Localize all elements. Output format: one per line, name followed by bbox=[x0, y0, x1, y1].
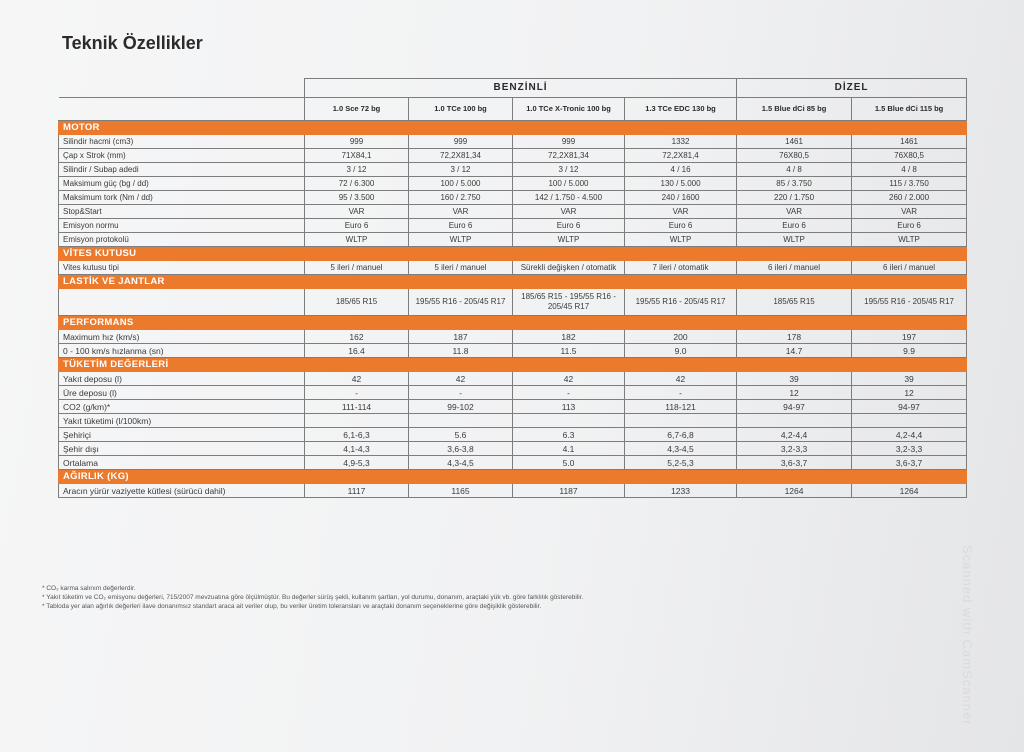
table-cell: Euro 6 bbox=[409, 219, 513, 233]
table-cell: Euro 6 bbox=[305, 219, 409, 233]
table-cell: 4,2-4,4 bbox=[737, 428, 852, 442]
table-row bbox=[59, 330, 967, 344]
table-cell: 185/65 R15 bbox=[737, 289, 852, 316]
table-cell: 12 bbox=[737, 386, 852, 400]
table-cell: 5 ileri / manuel bbox=[409, 261, 513, 275]
table-cell: 195/55 R16 - 205/45 R17 bbox=[409, 289, 513, 316]
row-label: Emisyon normu bbox=[59, 219, 305, 233]
footnote: * Tabloda yer alan ağırlık değerleri ilave donanımsız standart araca ait veriler olup, bu veriler üretim toleransları ve araçtaki donanım seçeneklerine göre değişiklik gösterebilir. bbox=[42, 603, 542, 610]
table-row bbox=[59, 219, 967, 233]
table-cell: 220 / 1.750 bbox=[737, 191, 852, 205]
table-cell: 999 bbox=[513, 135, 625, 149]
table-cell: 1165 bbox=[409, 484, 513, 498]
scanner-watermark: Scanned with CamScanner bbox=[960, 545, 975, 726]
table-cell: 4 / 16 bbox=[625, 163, 737, 177]
spec-table bbox=[58, 78, 967, 498]
model-header: 1.0 TCe 100 bg bbox=[409, 98, 513, 121]
row-label: Yakıt deposu (l) bbox=[59, 372, 305, 386]
table-cell: 3,6-3,7 bbox=[737, 456, 852, 470]
table-cell: 999 bbox=[305, 135, 409, 149]
table-cell: 111-114 bbox=[305, 400, 409, 414]
table-cell: 94-97 bbox=[852, 400, 967, 414]
row-label: Çap x Strok (mm) bbox=[59, 149, 305, 163]
table-cell: 1264 bbox=[852, 484, 967, 498]
table-row bbox=[59, 372, 967, 386]
section-header-agirlik bbox=[59, 470, 967, 484]
row-label: Silindir / Subap adedi bbox=[59, 163, 305, 177]
table-cell: WLTP bbox=[737, 233, 852, 247]
table-cell: 95 / 3.500 bbox=[305, 191, 409, 205]
table-cell: 1332 bbox=[625, 135, 737, 149]
table-cell: 99-102 bbox=[409, 400, 513, 414]
table-row bbox=[59, 261, 967, 275]
table-cell: VAR bbox=[625, 205, 737, 219]
table-cell: 195/55 R16 - 205/45 R17 bbox=[625, 289, 737, 316]
table-cell: 7 ileri / otomatik bbox=[625, 261, 737, 275]
row-label: Vites kutusu tipi bbox=[59, 261, 305, 275]
section-title: AĞIRLIK (KG) bbox=[59, 470, 305, 484]
table-cell: 9.9 bbox=[852, 344, 967, 358]
table-cell bbox=[737, 414, 852, 428]
table-cell: Euro 6 bbox=[852, 219, 967, 233]
table-cell: 1264 bbox=[737, 484, 852, 498]
row-label: 0 - 100 km/s hızlanma (sn) bbox=[59, 344, 305, 358]
table-cell: 11.5 bbox=[513, 344, 625, 358]
table-cell: 100 / 5.000 bbox=[409, 177, 513, 191]
table-cell: 3 / 12 bbox=[513, 163, 625, 177]
table-cell: 3,2-3,3 bbox=[852, 442, 967, 456]
table-cell: 1461 bbox=[852, 135, 967, 149]
table-row bbox=[59, 400, 967, 414]
table-cell bbox=[305, 414, 409, 428]
table-cell: 42 bbox=[625, 372, 737, 386]
table-cell: WLTP bbox=[513, 233, 625, 247]
table-cell: WLTP bbox=[409, 233, 513, 247]
footnotes bbox=[42, 584, 583, 611]
table-cell: 197 bbox=[852, 330, 967, 344]
table-cell: 162 bbox=[305, 330, 409, 344]
table-cell: 76X80,5 bbox=[852, 149, 967, 163]
table-cell: 160 / 2.750 bbox=[409, 191, 513, 205]
table-cell: - bbox=[409, 386, 513, 400]
table-cell: 6 ileri / manuel bbox=[852, 261, 967, 275]
table-cell bbox=[409, 414, 513, 428]
table-row bbox=[59, 177, 967, 191]
table-cell: 115 / 3.750 bbox=[852, 177, 967, 191]
table-cell: 4,3-4,5 bbox=[625, 442, 737, 456]
row-label bbox=[59, 289, 305, 316]
table-cell: 4,9-5,3 bbox=[305, 456, 409, 470]
table-cell: 185/65 R15 bbox=[305, 289, 409, 316]
table-cell: 3,6-3,7 bbox=[852, 456, 967, 470]
table-cell: 72,2X81,34 bbox=[409, 149, 513, 163]
table-cell: VAR bbox=[852, 205, 967, 219]
table-cell: 5.0 bbox=[513, 456, 625, 470]
table-cell: VAR bbox=[305, 205, 409, 219]
footnote: * CO₂ karma salınım değerlerdir. bbox=[42, 585, 136, 592]
table-cell: 260 / 2.000 bbox=[852, 191, 967, 205]
section-header-lastik bbox=[59, 275, 967, 289]
table-row bbox=[59, 484, 967, 498]
table-row bbox=[59, 344, 967, 358]
model-header: 1.5 Blue dCi 115 bg bbox=[852, 98, 967, 121]
table-cell: 76X80,5 bbox=[737, 149, 852, 163]
table-cell: 14.7 bbox=[737, 344, 852, 358]
table-row bbox=[59, 205, 967, 219]
model-header: 1.0 TCe X-Tronic 100 bg bbox=[513, 98, 625, 121]
table-cell: 4.1 bbox=[513, 442, 625, 456]
table-row bbox=[59, 414, 967, 428]
model-header: 1.5 Blue dCi 85 bg bbox=[737, 98, 852, 121]
row-label: Yakıt tüketimi (l/100km) bbox=[59, 414, 305, 428]
table-cell: 16.4 bbox=[305, 344, 409, 358]
table-row bbox=[59, 163, 967, 177]
table-cell: 130 / 5.000 bbox=[625, 177, 737, 191]
table-cell: 240 / 1600 bbox=[625, 191, 737, 205]
row-label: CO2 (g/km)* bbox=[59, 400, 305, 414]
row-label: Maksimum güç (bg / dd) bbox=[59, 177, 305, 191]
table-cell: 94-97 bbox=[737, 400, 852, 414]
model-header: 1.3 TCe EDC 130 bg bbox=[625, 98, 737, 121]
engine-group-header bbox=[59, 79, 967, 98]
table-cell: 113 bbox=[513, 400, 625, 414]
table-cell: - bbox=[625, 386, 737, 400]
section-title: PERFORMANS bbox=[59, 316, 305, 330]
table-cell: 999 bbox=[409, 135, 513, 149]
table-cell: 3 / 12 bbox=[305, 163, 409, 177]
table-cell: 39 bbox=[737, 372, 852, 386]
section-header-tuketim bbox=[59, 358, 967, 372]
row-label: Maximum hız (km/s) bbox=[59, 330, 305, 344]
table-cell: WLTP bbox=[625, 233, 737, 247]
table-cell: 9.0 bbox=[625, 344, 737, 358]
row-label: Şehiriçi bbox=[59, 428, 305, 442]
footnote: * Yakıt tüketim ve CO₂ emisyonu değerleri, 715/2007 mevzuatına göre ölçülmüştür. Bu değerler sürüş şekli, kullanım şartları, yol durumu, donanım, araçtaki yük vb. göre farklılık gösterebilir. bbox=[42, 594, 584, 601]
table-cell: 12 bbox=[852, 386, 967, 400]
table-cell: VAR bbox=[513, 205, 625, 219]
table-row bbox=[59, 149, 967, 163]
table-row bbox=[59, 442, 967, 456]
table-cell: 100 / 5.000 bbox=[513, 177, 625, 191]
table-cell: 39 bbox=[852, 372, 967, 386]
row-label: Şehir dışı bbox=[59, 442, 305, 456]
table-cell: 71X84,1 bbox=[305, 149, 409, 163]
table-row bbox=[59, 386, 967, 400]
table-cell: 42 bbox=[409, 372, 513, 386]
section-title: TÜKETİM DEĞERLERİ bbox=[59, 358, 305, 372]
table-cell: - bbox=[513, 386, 625, 400]
table-cell: 1117 bbox=[305, 484, 409, 498]
table-cell: 6 ileri / manuel bbox=[737, 261, 852, 275]
table-cell: 5 ileri / manuel bbox=[305, 261, 409, 275]
row-label: Emisyon protokolü bbox=[59, 233, 305, 247]
table-cell: 85 / 3.750 bbox=[737, 177, 852, 191]
section-header-motor bbox=[59, 121, 967, 135]
table-cell: - bbox=[305, 386, 409, 400]
table-cell: VAR bbox=[737, 205, 852, 219]
table-cell bbox=[852, 414, 967, 428]
table-cell: 185/65 R15 - 195/55 R16 - 205/45 R17 bbox=[513, 289, 625, 316]
table-row bbox=[59, 135, 967, 149]
table-cell: 72 / 6.300 bbox=[305, 177, 409, 191]
table-cell: 4 / 8 bbox=[737, 163, 852, 177]
section-title: MOTOR bbox=[59, 121, 305, 135]
table-cell: 195/55 R16 - 205/45 R17 bbox=[852, 289, 967, 316]
table-row bbox=[59, 233, 967, 247]
section-header-vites bbox=[59, 247, 967, 261]
section-title: LASTİK VE JANTLAR bbox=[59, 275, 305, 289]
table-row bbox=[59, 191, 967, 205]
table-cell: 42 bbox=[305, 372, 409, 386]
row-label: Aracın yürür vaziyette kütlesi (sürücü dahil) bbox=[59, 484, 305, 498]
table-cell: 142 / 1.750 - 4.500 bbox=[513, 191, 625, 205]
table-cell: 118-121 bbox=[625, 400, 737, 414]
table-cell: 178 bbox=[737, 330, 852, 344]
row-label: Maksimum tork (Nm / dd) bbox=[59, 191, 305, 205]
table-cell: 5,2-5,3 bbox=[625, 456, 737, 470]
section-title: VİTES KUTUSU bbox=[59, 247, 305, 261]
table-cell: 1461 bbox=[737, 135, 852, 149]
table-cell: 72,2X81,34 bbox=[513, 149, 625, 163]
table-cell: 11.8 bbox=[409, 344, 513, 358]
row-label: Ortalama bbox=[59, 456, 305, 470]
table-row bbox=[59, 456, 967, 470]
table-cell: 200 bbox=[625, 330, 737, 344]
table-cell: WLTP bbox=[852, 233, 967, 247]
table-cell: 3,6-3,8 bbox=[409, 442, 513, 456]
table-cell bbox=[513, 414, 625, 428]
benzinli-group-label: BENZİNLİ bbox=[305, 79, 737, 98]
table-cell: 42 bbox=[513, 372, 625, 386]
table-cell: 3,2-3,3 bbox=[737, 442, 852, 456]
table-cell: 3 / 12 bbox=[409, 163, 513, 177]
table-cell: 5.6 bbox=[409, 428, 513, 442]
table-cell: 6,7-6,8 bbox=[625, 428, 737, 442]
table-cell: 4,2-4,4 bbox=[852, 428, 967, 442]
table-cell: 4,3-4,5 bbox=[409, 456, 513, 470]
row-label: Stop&Start bbox=[59, 205, 305, 219]
table-cell: Sürekli değişken / otomatik bbox=[513, 261, 625, 275]
table-cell: 1233 bbox=[625, 484, 737, 498]
table-cell: Euro 6 bbox=[737, 219, 852, 233]
table-row bbox=[59, 428, 967, 442]
table-cell: Euro 6 bbox=[625, 219, 737, 233]
dizel-group-label: DİZEL bbox=[737, 79, 967, 98]
table-cell: 6,1-6,3 bbox=[305, 428, 409, 442]
row-label: Üre deposu (l) bbox=[59, 386, 305, 400]
table-cell bbox=[625, 414, 737, 428]
table-cell: 72,2X81,4 bbox=[625, 149, 737, 163]
table-row bbox=[59, 289, 967, 316]
page-title: Teknik Özellikler bbox=[62, 33, 203, 53]
model-header-row bbox=[59, 98, 967, 121]
table-cell: 4,1-4,3 bbox=[305, 442, 409, 456]
table-cell: 6.3 bbox=[513, 428, 625, 442]
table-cell: 182 bbox=[513, 330, 625, 344]
table-cell: Euro 6 bbox=[513, 219, 625, 233]
model-header: 1.0 Sce 72 bg bbox=[305, 98, 409, 121]
section-header-performans bbox=[59, 316, 967, 330]
row-label: Silindir hacmi (cm3) bbox=[59, 135, 305, 149]
table-cell: 1187 bbox=[513, 484, 625, 498]
table-cell: WLTP bbox=[305, 233, 409, 247]
table-cell: VAR bbox=[409, 205, 513, 219]
table-cell: 187 bbox=[409, 330, 513, 344]
table-cell: 4 / 8 bbox=[852, 163, 967, 177]
